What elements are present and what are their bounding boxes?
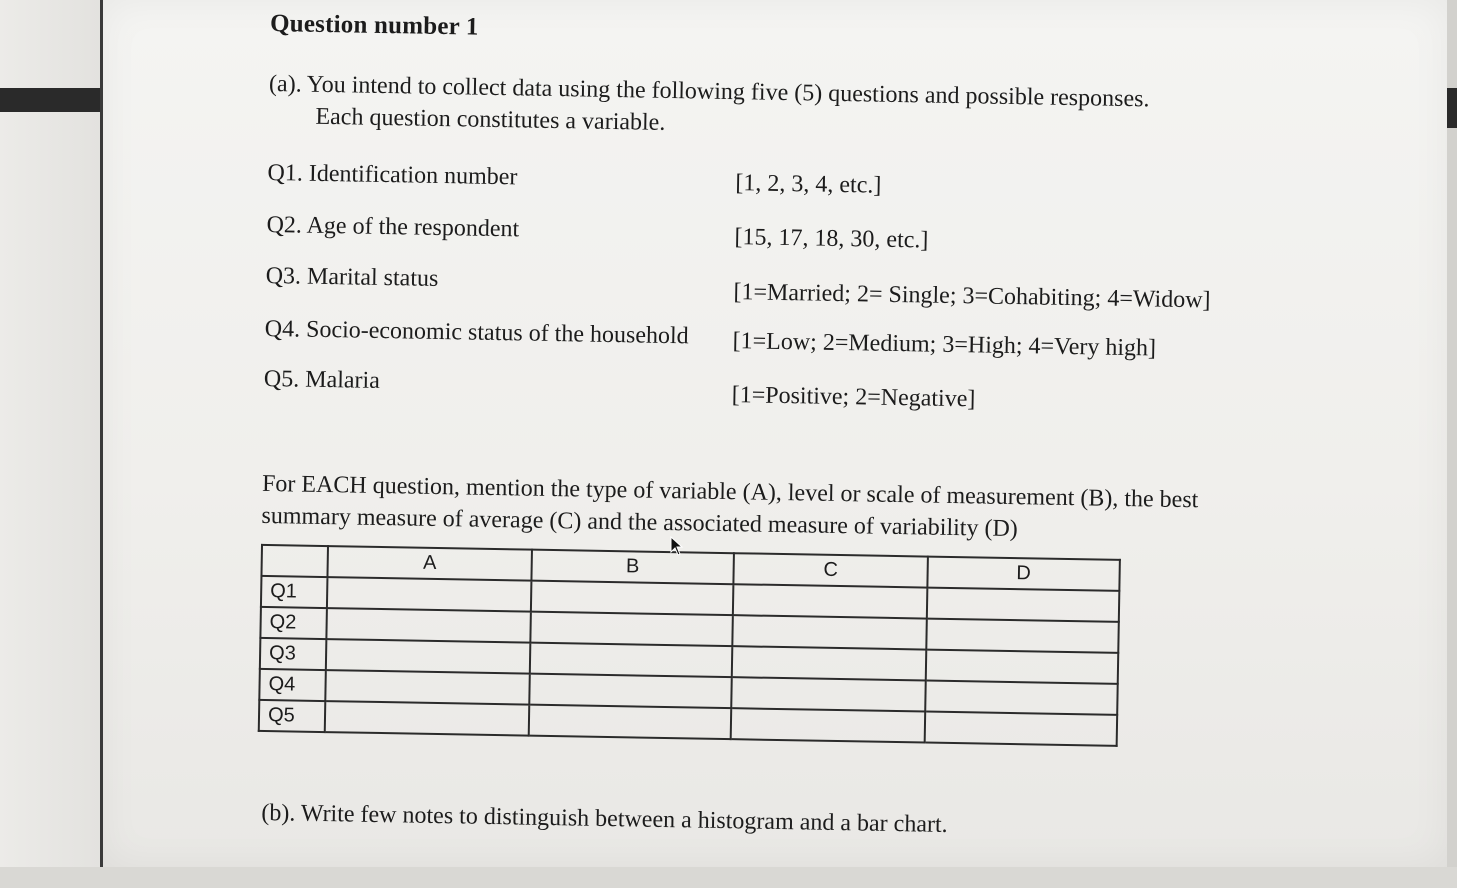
answer-cell[interactable] [732,615,927,649]
answer-cell[interactable] [327,577,532,612]
answer-cell[interactable] [926,619,1119,653]
row-label-cell: Q5 [259,700,326,732]
question-label: Q1. Identification number [267,159,518,191]
row-label-cell: Q4 [259,669,326,701]
part-a-line-1: (a). You intend to collect data using the following five (5) questions and possible responses. [268,70,1150,113]
part-a-line-2: Each question constitutes a variable. [315,103,666,136]
question-responses: [1=Married; 2= Single; 3=Cohabiting; 4=Widow] [733,279,1211,314]
answer-cell[interactable] [731,677,926,711]
answer-table [258,544,1121,747]
answer-cell[interactable] [925,712,1118,746]
answer-cell[interactable] [326,608,531,643]
answer-cell[interactable] [325,701,530,736]
part-a-intro [268,68,1269,149]
answer-cell[interactable] [325,670,530,705]
answer-cell[interactable] [926,650,1119,684]
answer-cell[interactable] [927,588,1120,622]
row-label-cell: Q1 [261,576,328,608]
question-label: Q3. Marital status [265,262,439,292]
question-responses: [1=Positive; 2=Negative] [731,382,976,413]
question-heading: Question number 1 [269,10,479,41]
question-row-q2 [266,211,1267,254]
question-row-q3 [265,262,1266,314]
question-label: Q2. Age of the respondent [266,211,520,243]
answer-cell[interactable] [531,581,734,616]
question-responses: [1=Low; 2=Medium; 3=High; 4=Very high] [732,328,1157,362]
answer-cell[interactable] [731,708,926,742]
instruction-text: For EACH question, mention the type of variable (A), level or scale of measurement (B), the best summary measure of average (C) and the associated measure of variability (D) [261,470,1199,543]
answer-cell[interactable] [326,639,531,674]
answer-cell[interactable] [925,681,1118,715]
answer-cell[interactable] [732,646,927,680]
mouse-pointer-icon [670,536,684,556]
row-label-cell: Q2 [260,607,327,639]
answer-cell[interactable] [529,705,732,740]
table-header-cell: B [531,550,734,585]
table-header-cell: C [733,553,928,587]
table-header-cell: D [927,557,1120,591]
answer-cell[interactable] [733,584,928,618]
question-row-q5 [263,365,1264,413]
answer-cell[interactable] [530,643,733,678]
part-b-question: (b). Write few notes to distinguish between a histogram and a bar chart. [261,799,948,838]
answer-cell[interactable] [529,674,732,709]
answer-cell[interactable] [530,612,733,647]
table-header-cell [261,545,328,577]
question-responses: [1, 2, 3, 4, etc.] [735,170,882,199]
question-row-q4 [264,315,1265,362]
question-label: Q4. Socio-economic status of the household [264,315,689,350]
table-header-cell: A [327,546,532,581]
question-responses: [15, 17, 18, 30, etc.] [734,224,929,254]
question-label: Q5. Malaria [263,365,381,394]
question-row-q1 [267,159,1268,199]
row-label-cell: Q3 [260,638,327,670]
